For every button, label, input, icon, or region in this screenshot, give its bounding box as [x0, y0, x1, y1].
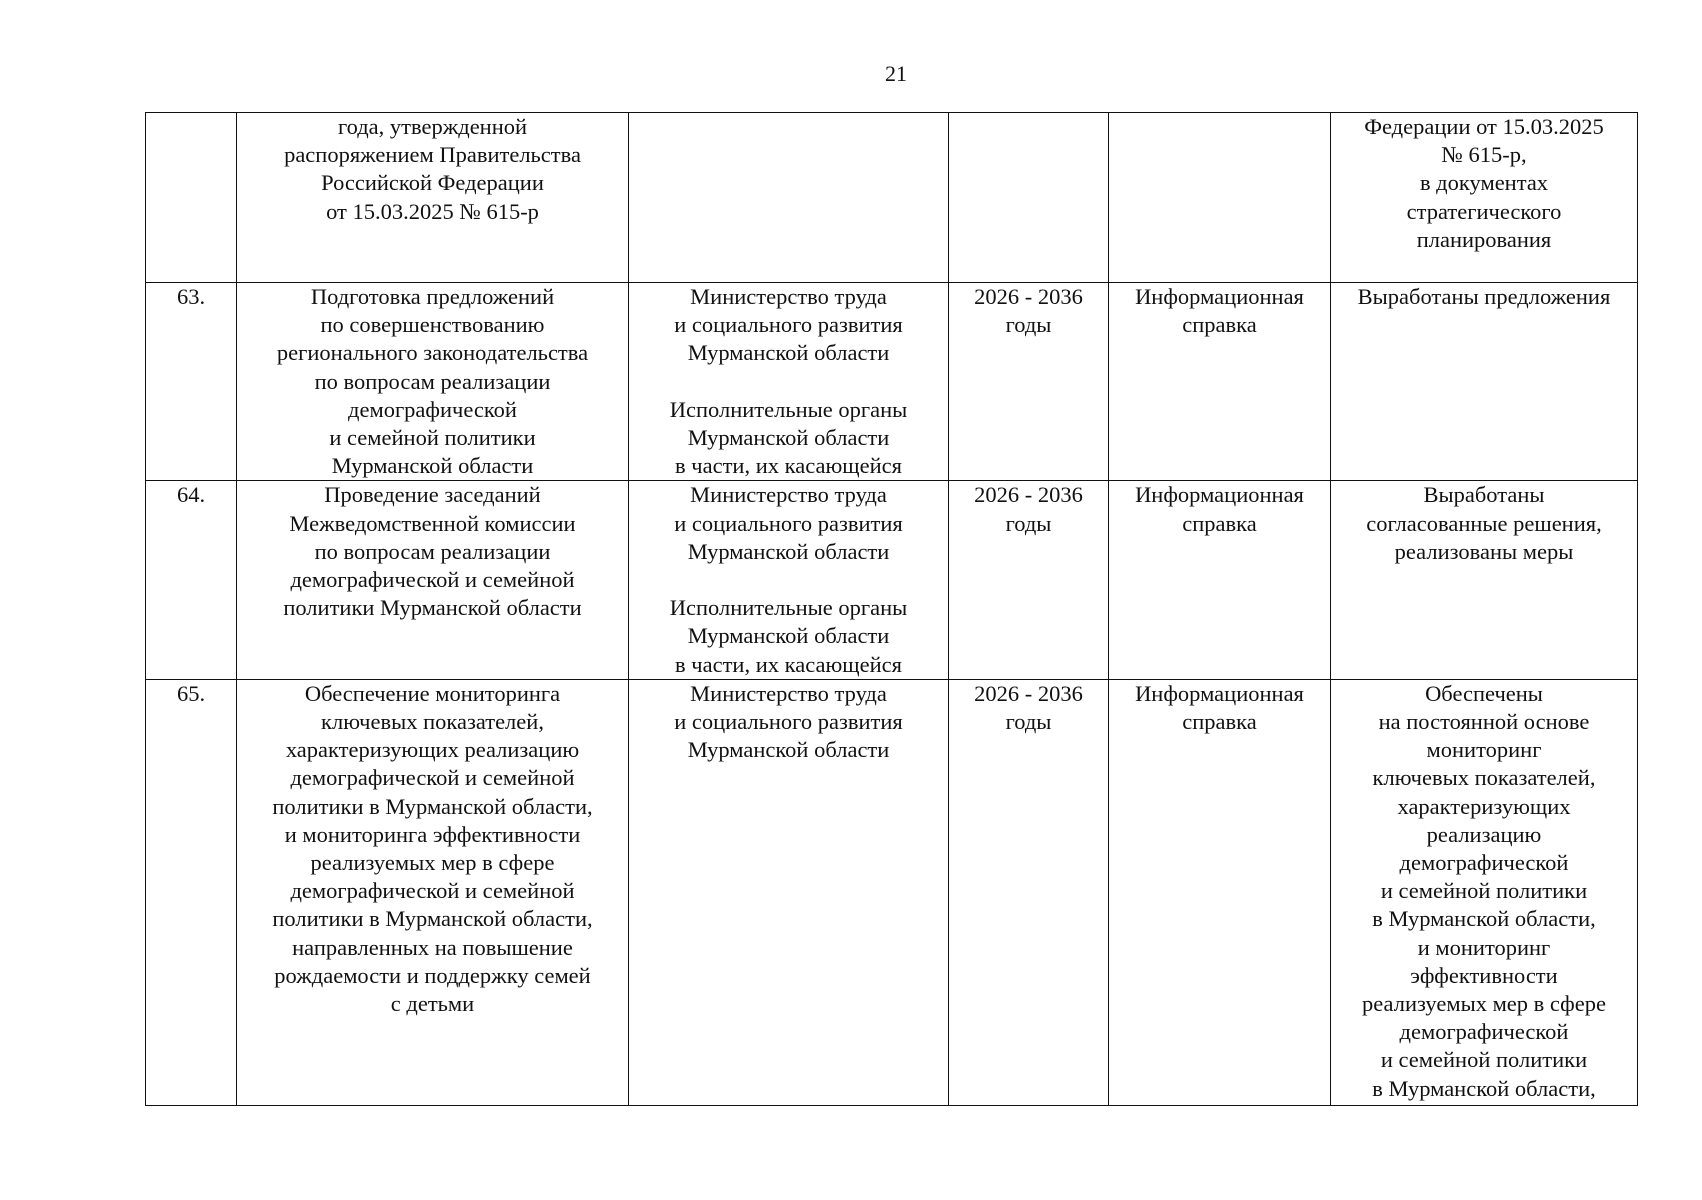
text-line: и семейной политики: [1380, 878, 1588, 904]
text-line: года, утвержденной: [337, 114, 528, 139]
text-line: по вопросам реализации: [314, 538, 551, 564]
text-line: Выработаны предложения: [1357, 284, 1611, 309]
text-line: Исполнительные органы: [669, 595, 908, 621]
row-number: 63.: [176, 284, 206, 309]
text-line: Мурманской области: [687, 737, 890, 763]
document-cell: [1109, 679, 1331, 1105]
text-line: реализацию: [1426, 821, 1542, 847]
text-line: демографической: [1399, 1019, 1569, 1045]
executor-cell: [629, 481, 949, 679]
text-line: Подготовка предложений: [310, 284, 555, 309]
plan-table: [145, 112, 1638, 1106]
table-row: [146, 283, 1638, 481]
text-line: Министерство труда: [690, 482, 887, 508]
text-line: мониторинг: [1426, 737, 1542, 763]
text-line: и мониторинг: [1417, 934, 1551, 960]
text-line: политики в Мурманской области,: [272, 793, 593, 819]
text-line: реализованы меры: [1394, 538, 1574, 564]
text-line: Мурманской области: [331, 453, 534, 479]
text-line: Исполнительные органы: [669, 396, 908, 422]
text-line: и семейной политики: [329, 425, 536, 451]
page-number: 21: [885, 61, 907, 86]
text-line: реализуемых мер в сфере: [1362, 991, 1606, 1017]
text-line: Мурманской области: [687, 340, 890, 366]
text-line: справка: [1182, 709, 1257, 735]
text-line: политики Мурманской области: [283, 595, 582, 621]
text-line: Обеспечены: [1425, 680, 1543, 706]
text-line: и семейной политики: [1380, 1047, 1588, 1073]
executor-cell: [629, 283, 949, 481]
plan-table-body: [146, 113, 1638, 1106]
text-line: Министерство труда: [690, 284, 887, 309]
activity-cell: [237, 283, 629, 481]
text-line: в части, их касающейся: [675, 651, 902, 677]
text-line: Межведомственной комиссии: [289, 510, 576, 536]
text-line: Федерации от 15.03.2025: [1364, 114, 1604, 139]
text-line: по совершенствованию: [320, 312, 545, 338]
executor-cell: [629, 113, 949, 283]
text-line: политики в Мурманской области,: [272, 906, 593, 932]
document-cell: [1109, 113, 1331, 283]
text-line: в части, их касающейся: [675, 453, 902, 479]
text-line: эффективности: [1410, 962, 1558, 988]
text-line: и социального развития: [674, 510, 903, 536]
activity-cell: [237, 113, 629, 283]
text-line: от 15.03.2025 № 615-р: [326, 198, 539, 224]
text-line: 2026 - 2036: [974, 284, 1083, 309]
text-line: Выработаны: [1423, 482, 1545, 508]
text-line: ключевых показателей,: [321, 709, 544, 735]
blank-line: [633, 368, 944, 396]
text-line: регионального законодательства: [276, 340, 589, 366]
activity-cell: [237, 481, 629, 679]
period-cell: [949, 113, 1109, 283]
text-line: справка: [1182, 510, 1257, 536]
result-cell: [1331, 481, 1638, 679]
row-number: 65.: [176, 680, 206, 706]
period-cell: [949, 679, 1109, 1105]
text-line: и мониторинга эффективности: [284, 821, 581, 847]
text-line: 2026 - 2036: [974, 680, 1083, 706]
text-line: распоряжением Правительства: [284, 142, 581, 168]
text-line: 2026 - 2036: [974, 482, 1083, 508]
row-number-cell: [146, 113, 237, 283]
text-line: демографической и семейной: [290, 878, 575, 904]
text-line: демографической и семейной: [290, 567, 575, 593]
document-cell: [1109, 283, 1331, 481]
text-line: стратегического: [1406, 198, 1562, 224]
text-line: планирования: [1416, 226, 1552, 252]
text-line: Информационная: [1135, 482, 1304, 508]
result-cell: [1331, 113, 1638, 283]
text-line: реализуемых мер в сфере: [310, 850, 555, 876]
row-number-cell: [146, 283, 237, 481]
text-line: Российской Федерации: [321, 170, 544, 196]
row-number-cell: [146, 481, 237, 679]
text-line: Информационная: [1135, 284, 1304, 309]
text-line: Мурманской области: [687, 623, 890, 649]
row-number-cell: [146, 679, 237, 1105]
text-line: Мурманской области: [687, 538, 890, 564]
table-row: [146, 679, 1638, 1105]
text-line: годы: [1005, 510, 1052, 536]
text-line: направленных на повышение: [292, 934, 573, 960]
text-line: демографической: [348, 396, 517, 422]
text-line: по вопросам реализации: [314, 368, 551, 394]
period-cell: [949, 481, 1109, 679]
result-cell: [1331, 679, 1638, 1105]
result-cell: [1331, 283, 1638, 481]
text-line: в документах: [1419, 170, 1549, 196]
text-line: рождаемости и поддержку семей: [274, 962, 591, 988]
text-line: годы: [1005, 709, 1052, 735]
text-line: характеризующих: [1397, 793, 1571, 819]
text-line: ключевых показателей,: [1372, 765, 1596, 791]
text-line: годы: [1005, 312, 1052, 338]
text-line: с детьми: [390, 991, 475, 1017]
text-line: в Мурманской области,: [1372, 906, 1596, 932]
table-row: [146, 481, 1638, 679]
text-line: Информационная: [1135, 680, 1304, 706]
activity-cell: [237, 679, 629, 1105]
text-line: согласованные решения,: [1366, 510, 1602, 536]
text-line: справка: [1182, 312, 1257, 338]
table-row: [146, 113, 1638, 283]
text-line: Мурманской области: [687, 425, 890, 450]
text-line: демографической: [1399, 850, 1569, 876]
text-line: характеризующих реализацию: [285, 737, 580, 763]
period-cell: [949, 283, 1109, 481]
document-cell: [1109, 481, 1331, 679]
text-line: на постоянной основе: [1378, 709, 1590, 735]
text-line: Проведение заседаний: [324, 482, 541, 508]
row-number: 64.: [176, 482, 206, 508]
text-line: № 615-р,: [1441, 142, 1527, 168]
text-line: демографической и семейной: [290, 765, 575, 791]
blank-line: [633, 566, 944, 594]
text-line: и социального развития: [674, 312, 903, 338]
text-line: и социального развития: [674, 709, 903, 735]
text-line: в Мурманской области,: [1372, 1075, 1596, 1101]
text-line: Обеспечение мониторинга: [304, 680, 561, 706]
executor-cell: [629, 679, 949, 1105]
text-line: Министерство труда: [690, 680, 887, 706]
